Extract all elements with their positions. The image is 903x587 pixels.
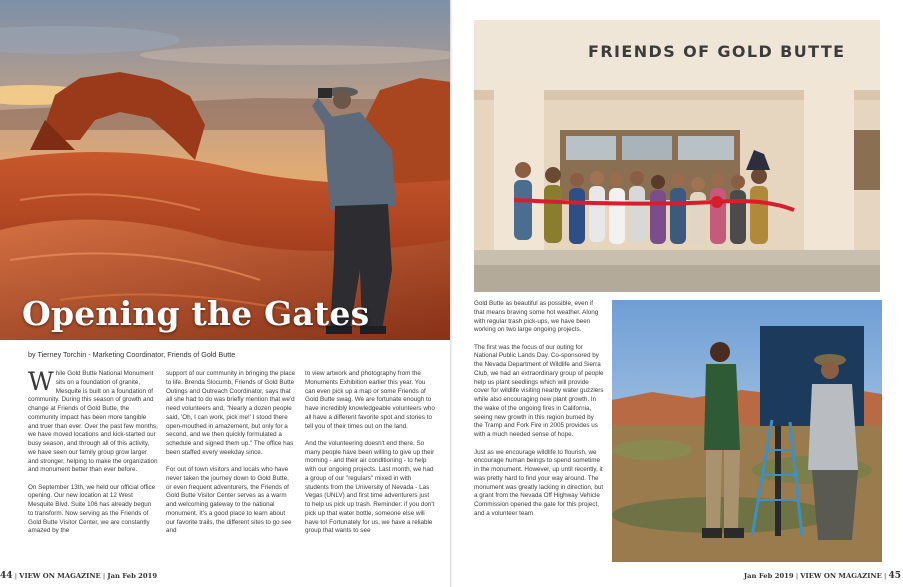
footer-separator: | [795, 572, 799, 580]
hero-photo-sandstone-arch [0, 0, 451, 340]
paragraph: support of our community in bringing the place to life. Brenda Slocumb, Friends of Gold Butte Outings and Outreach Coordinator, says that all she had to do was briefly mention that we'd need volunteers and, "Nearly a dozen people said, 'Oh, I can work, pick me!' I stood there open-mouthed in amazement, but only for a second, and we then quickly formulated a schedule and signed them up." The office has been staffed every weekday since. [166, 370, 296, 456]
magazine-name: VIEW ON MAGAZINE [19, 572, 101, 580]
right-page [452, 0, 903, 587]
photo-ribbon-cutting [474, 20, 880, 292]
article-headline: Opening the Gates [22, 294, 370, 333]
page-number: 44 [0, 571, 13, 581]
left-page [0, 0, 451, 587]
footer-separator: | [14, 572, 17, 580]
photo-sign-installation [612, 300, 882, 562]
paragraph: Just as we encourage wildlife to flourish, we encourage human beings to spend sometime in the monument. However, up until recently, it was pretty hard to find your way around. The monument was greatly lacking in direction, but a grant from the Nevada Off Highway Vehicle Commission opened the gate for this project, and a volunteer team [474, 448, 604, 517]
text-column-2 [166, 370, 296, 545]
paragraph: The first was the focus of our outing for National Public Lands Day. Co-sponsored by the Nevada Department of Wildlife and Sierra Club, we had an extraordinary group of people help us plant seedlings which will provide cover for wildlife visiting nearby water guzzlers while also encouraging new plant growth. In the wake of the ongoing fires in California, seeing new growth in this region burned by the Tramp and Fork Fire in 2005 provides us with a much needed sense of hope. [474, 343, 604, 439]
sign-installation-illustration [612, 300, 882, 562]
building-sign: FRIENDS OF GOLD BUTTE [588, 42, 846, 61]
paragraph: And the volunteering doesn't end there. So many people have been willing to give up their morning - and their air conditioning - to help with our ongoing projects. Last month, we had a group of our "regulars" mixed in with students from the University of Nevada - Las Vegas (UNLV) and first time adventurers just to help us pick up trash. Reminder: if you don't pick up that water bottle, someone else will have to! Fortunately for us, we have a reliable group that wants to see [305, 439, 435, 535]
paragraph-text: hile Gold Butte National Monument sits on a foundation of granite, Mesquite is built on a foundation of community. During this season of growth and change at Friends of Gold Butte, the community impact has been more tangible and truer than ever. Over the past few months, we have moved locations and kick-started our busy season, and through all of this activity, we have seen our family group grow larger and stronger, helping to make the organization and monument better than ever before. [28, 370, 158, 474]
text-column-1 [28, 367, 158, 545]
paragraph: Gold Butte as beautiful as possible, even if that means braving some hot weather. Along with regular trash pick-ups, we have been working on two large ongoing projects. [474, 300, 599, 334]
drop-cap: W [28, 367, 54, 396]
right-page-footer [744, 571, 901, 581]
text-column-3 [305, 370, 435, 545]
issue-date: Jan Feb 2019 [743, 572, 794, 580]
paragraph: For out of town visitors and locals who have never taken the journey down to Gold Butte, or even frequent adventurers, the Friends of Gold Butte Visitor Center serves as a warm and welcoming gateway to the national monument. It's a good place to learn about our favorite trails, the different sites to go see and [166, 466, 292, 535]
issue-date: Jan Feb 2019 [107, 572, 158, 580]
text-column-4 [474, 300, 604, 527]
article-byline: by Tierney Torchin - Marketing Coordinator, Friends of Gold Butte [28, 350, 236, 359]
footer-separator: | [884, 572, 887, 580]
paragraph [28, 367, 158, 475]
hero-photo-illustration [0, 0, 451, 340]
page-number: 45 [888, 571, 901, 581]
paragraph: to view artwork and photography from the Monuments Exhibition earlier this year. You can even pick up a map or some Friends of Gold Butte swag. We are fortunate enough to have incredibly knowledgeable volunteers who all have a different favorite spot and stories to tell you of their times out on the land. [305, 370, 435, 430]
footer-separator: | [102, 572, 106, 580]
left-page-footer [0, 571, 157, 581]
paragraph: On September 13th, we held our official office opening. Our new location at 12 West Mesquite Blvd. Suite 106 has already begun to transform. Now serving as the Friends of Gold Butte Visitor Center, we are constantly amazed by the [28, 483, 156, 535]
magazine-name: VIEW ON MAGAZINE [800, 572, 882, 580]
